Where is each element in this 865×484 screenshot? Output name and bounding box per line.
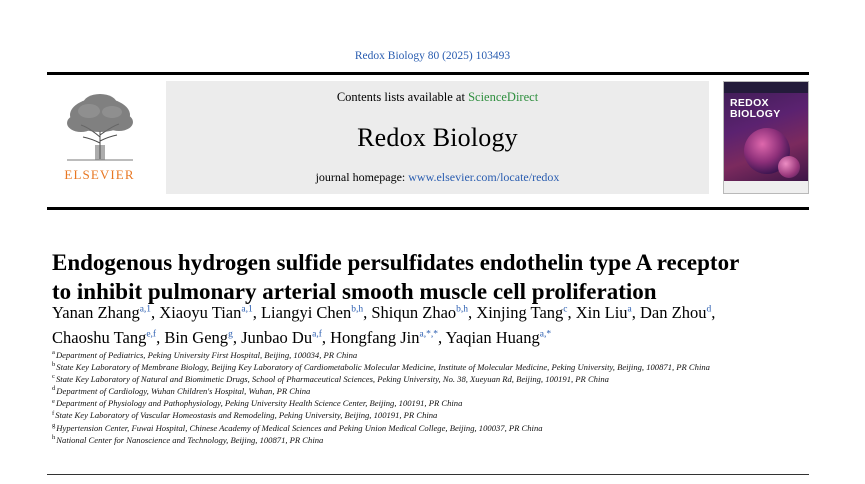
affiliation-item xyxy=(52,410,742,422)
journal-cover-thumbnail[interactable] xyxy=(723,81,809,194)
author-affiliation-marker: d xyxy=(706,304,712,315)
author-affiliation-marker: b,h xyxy=(456,304,469,315)
author-name: Yanan Zhang xyxy=(52,303,140,322)
author-name: Yaqian Huang xyxy=(445,328,540,347)
author-name: Xiaoyu Tian xyxy=(159,303,242,322)
affiliation-item xyxy=(52,423,742,435)
affiliation-label: d xyxy=(52,385,56,393)
author-name: Xinjing Tang xyxy=(476,303,564,322)
running-head: Redox Biology 80 (2025) 103493 xyxy=(354,50,511,62)
author-name: Liangyi Chen xyxy=(260,303,352,322)
footer-rule xyxy=(47,474,809,475)
author-name: Dan Zhou xyxy=(640,303,707,322)
author-affiliation-marker: a,*,* xyxy=(419,329,438,340)
author-affiliation-marker: e,f xyxy=(146,329,157,340)
cover-title xyxy=(730,98,781,119)
affiliation-item xyxy=(52,435,742,447)
affiliation-item xyxy=(52,374,742,386)
affiliation-item xyxy=(52,386,742,398)
contents-available-line xyxy=(337,90,538,105)
author-affiliation-marker: g xyxy=(228,329,233,340)
cover-graphic-secondary xyxy=(778,156,800,178)
author-affiliation-marker: a,f xyxy=(312,329,322,340)
affiliation-label: b xyxy=(52,361,56,369)
author-affiliation-marker: a,1 xyxy=(241,304,253,315)
affiliation-text: Department of Pediatrics, Peking University First Hospital, Beijing, 100034, PR China xyxy=(55,350,358,360)
author-list: Yanan Zhang$^{a,1}$, Xiaoyu Tian$^{a,1}$, Liangyi Chen$^{b,h}$, Shiqun Zhao$^{b,h}$, Xinjing Tang$^c$, Xin Liu$^a$, Dan Zhou$^d$, Chaoshu Tang$^{e,f}$, Bin Geng$^g$, Junbao Du$^{a,f}$, Hongfang Jin$^{a,*,*}$, Yaqian Huang$^{a,*}$ xyxy=(52,303,716,347)
affiliation-label: f xyxy=(52,409,55,417)
elsevier-logo xyxy=(47,81,152,194)
contents-prefix: Contents lists available at xyxy=(336,90,469,104)
masthead-bottom-rule xyxy=(47,207,809,210)
affiliation-label: a xyxy=(52,349,55,357)
cover-top-bar xyxy=(724,82,808,93)
affiliation-text: Department of Cardiology, Wuhan Children's Hospital, Wuhan, PR China xyxy=(56,386,311,397)
journal-band xyxy=(166,81,709,194)
affiliation-label: e xyxy=(52,397,55,405)
author-name: Xin Liu xyxy=(575,303,628,322)
author-name: Hongfang Jin xyxy=(330,328,420,347)
author-name: Bin Geng xyxy=(164,328,229,347)
affiliation-text: State Key Laboratory of Vascular Homeostasis and Remodeling, Peking University, Beijing, 100191, PR China xyxy=(55,410,438,421)
journal-masthead xyxy=(47,72,809,194)
affiliation-text: State Key Laboratory of Natural and Biomimetic Drugs, School of Pharmaceutical Sciences, Peking University, No. 38, Xueyuan Rd, Beijing, 100191, PR China xyxy=(55,374,609,385)
elsevier-tree-icon xyxy=(57,85,143,165)
author-affiliation-marker: b,h xyxy=(351,304,364,315)
author-affiliation-marker: a xyxy=(627,304,632,315)
journal-title: Redox Biology xyxy=(357,122,518,152)
cover-title-line2: BIOLOGY xyxy=(730,107,781,120)
author-affiliation-marker: c xyxy=(563,304,568,315)
affiliation-item xyxy=(52,362,742,374)
author-name: Junbao Du xyxy=(241,328,313,347)
cover-bottom-bar xyxy=(724,181,808,193)
homepage-prefix: journal homepage: xyxy=(315,170,409,184)
affiliation-item xyxy=(52,350,742,362)
author-name: Shiqun Zhao xyxy=(371,303,457,322)
masthead-top-rule xyxy=(47,72,809,75)
affiliation-label: h xyxy=(52,433,56,441)
affiliation-text: Department of Physiology and Pathophysiology, Peking University Health Science Center, Beijing, 100191, PR China xyxy=(55,398,463,409)
author-affiliation-marker: a,1 xyxy=(139,304,152,315)
sciencedirect-link[interactable]: ScienceDirect xyxy=(468,90,539,104)
journal-homepage-link[interactable]: www.elsevier.com/locate/redox xyxy=(408,170,560,184)
affiliation-label: g xyxy=(52,421,56,429)
journal-homepage-line xyxy=(316,170,560,185)
affiliation-item xyxy=(52,398,742,410)
cover-title-line1: REDOX xyxy=(730,97,769,109)
affiliation-label: c xyxy=(52,373,55,381)
affiliation-text: State Key Laboratory of Membrane Biology, Beijing Key Laboratory of Cardiometabolic Molecular Medicine, Institute of Molecular Medicine, Peking University, Beijing, 100871, PR China xyxy=(56,362,710,373)
affiliation-text: National Center for Nanoscience and Technology, Beijing, 100871, PR China xyxy=(56,434,324,445)
elsevier-wordmark: ELSEVIER xyxy=(64,167,135,182)
affiliation-list xyxy=(52,350,742,447)
affiliation-text: Hypertension Center, Fuwai Hospital, Chinese Academy of Medical Sciences and Peking Union Medical College, Beijing, 100037, PR China xyxy=(56,422,543,433)
author-name: Chaoshu Tang xyxy=(52,328,147,347)
article-title: Endogenous hydrogen sulfide persulfidates endothelin type A receptor to inhibit pulmonary arterial smooth muscle cell proliferation xyxy=(52,250,739,305)
author-affiliation-marker: a,* xyxy=(539,329,552,340)
